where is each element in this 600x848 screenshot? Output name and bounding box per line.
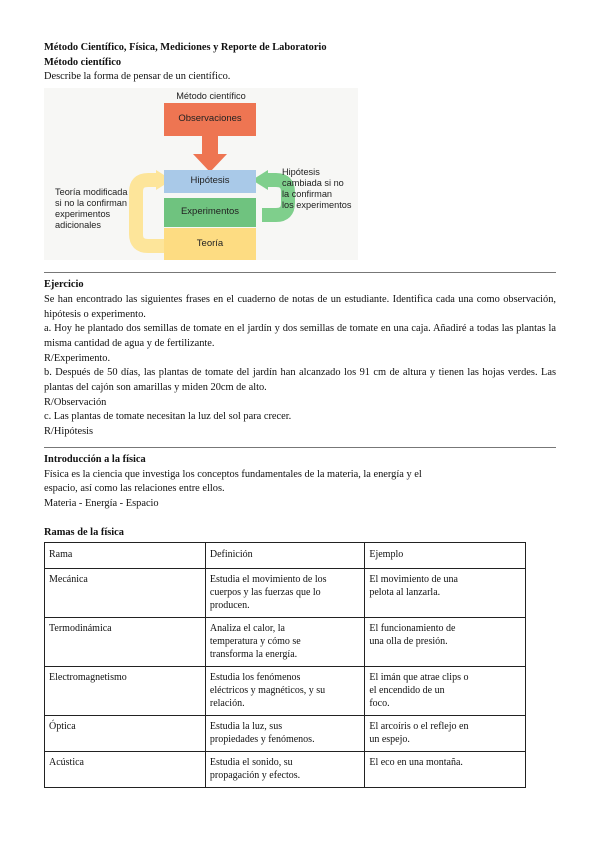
teoria-box: Teoría — [164, 228, 256, 260]
left-loop-arrow — [136, 180, 165, 246]
experimentos-box: Experimentos — [164, 198, 256, 227]
cell-line: transforma la energía. — [209, 649, 298, 661]
left-note-line: experimentos — [55, 209, 111, 220]
cell-line: El funcionamiento de — [369, 623, 456, 635]
cell-line: eléctricos y magnéticos, y su — [209, 685, 326, 697]
exercise-item-b: b. Después de 50 días, las plantas de tomate del jardín han alcanzado los 91 cm de altura y tienen las hojas verdes. Las plantas del cajón son amarillas y miden 20cm de alto. — [44, 367, 556, 394]
hipotesis-box: Hipótesis — [164, 170, 256, 193]
right-note-line: la confirman — [282, 189, 333, 200]
exercise-intro: Se han encontrado las siguientes frases en el cuaderno de notas de un estudiante. Identifica cada una como observación, hipótesis o experimento. — [44, 293, 556, 320]
section-title-metodo: Método científico — [44, 56, 122, 68]
divider — [44, 272, 556, 273]
intro-line: espacio, así como las relaciones entre ellos. — [44, 483, 225, 495]
cell-line: El movimiento de una — [369, 574, 458, 586]
table-cell-rama: Mecánica — [45, 569, 206, 618]
divider — [44, 447, 556, 448]
table-row — [45, 569, 526, 618]
exercise-item-a: a. Hoy he plantado dos semillas de tomate en el jardín y dos semillas de tomate en una caja. Añadiré a todas las plantas la misma cantidad de agua y de fertilizante. — [44, 323, 556, 349]
table-row — [45, 618, 526, 667]
table-cell-ejemplo — [365, 667, 526, 716]
exercise-answer-a: R/Experimento. — [44, 352, 111, 364]
cell-line: Estudia los fenómenos — [209, 672, 301, 684]
cell-line: Estudia el sonido, su — [209, 757, 293, 769]
branches-table — [44, 542, 526, 788]
cell-line: El eco en una montaña. — [369, 757, 463, 769]
table-cell-definicion — [205, 752, 364, 788]
table-header: Definición — [205, 543, 364, 569]
right-note-line: cambiada si no — [282, 178, 344, 189]
cell-line: un espejo. — [369, 734, 410, 746]
down-arrow-shaft — [202, 136, 218, 156]
table-row — [45, 752, 526, 788]
left-note — [55, 187, 128, 231]
cell-line: relación. — [209, 698, 245, 710]
table-cell-ejemplo — [365, 618, 526, 667]
table-cell-rama: Acústica — [45, 752, 206, 788]
intro-line: Física es la ciencia que investiga los conceptos fundamentales de la materia, la energía y el — [44, 468, 422, 480]
cell-line: temperatura y cómo se — [209, 636, 301, 648]
cell-line: el encendido de un — [369, 685, 445, 697]
section-title-ramas: Ramas de la física — [44, 526, 124, 538]
table-cell-rama: Termodinámica — [45, 618, 206, 667]
section-title-intro-fisica: Introducción a la física — [44, 453, 146, 465]
cell-line: cuerpos y las fuerzas que lo — [209, 587, 321, 599]
table-header: Rama — [45, 543, 206, 569]
table-cell-definicion — [205, 667, 364, 716]
table-cell-ejemplo — [365, 752, 526, 788]
exercise-answer-c: R/Hipótesis — [44, 426, 94, 438]
table-cell-rama: Óptica — [45, 716, 206, 752]
table-row — [45, 667, 526, 716]
cell-line: una olla de presión. — [369, 636, 448, 648]
section-title-ejercicio: Ejercicio — [44, 279, 84, 291]
scientific-method-diagram — [44, 88, 358, 260]
prompt-text: Describe la forma de pensar de un científico. — [44, 71, 231, 83]
table-header-row — [45, 543, 526, 569]
left-note-line: Teoría modificada — [55, 187, 128, 198]
right-note — [282, 167, 351, 211]
table-cell-definicion — [205, 618, 364, 667]
cell-line: Estudia el movimiento de los — [209, 574, 327, 586]
table-cell-definicion — [205, 569, 364, 618]
cell-line: El arcoíris o el reflejo en — [369, 721, 469, 733]
cell-line: Analiza el calor, la — [209, 623, 285, 635]
cell-line: propiedades y fenómenos. — [209, 734, 315, 746]
right-note-line: los experimentos — [282, 200, 352, 211]
table-header: Ejemplo — [365, 543, 526, 569]
exercise-item-c: c. Las plantas de tomate necesitan la luz del sol para crecer. — [44, 411, 292, 423]
right-note-line: Hipótesis — [282, 167, 320, 178]
table-cell-definicion — [205, 716, 364, 752]
left-note-line: si no la confirman — [55, 198, 128, 209]
document-title: Método Científico, Física, Mediciones y Reporte de Laboratorio — [44, 42, 327, 53]
cell-line: El imán que atrae clips o — [369, 672, 469, 684]
table-cell-rama: Electromagnetismo — [45, 667, 206, 716]
cell-line: pelota al lanzarla. — [369, 587, 441, 599]
observaciones-box: Observaciones — [164, 103, 256, 136]
cell-line: Estudia la luz, sus — [209, 721, 283, 733]
exercise-answer-b: R/Observación — [44, 396, 107, 408]
cell-line: foco. — [369, 698, 390, 710]
table-cell-ejemplo — [365, 716, 526, 752]
cell-line: producen. — [209, 600, 250, 612]
cell-line: propagación y efectos. — [209, 770, 301, 782]
table-cell-ejemplo — [365, 569, 526, 618]
intro-line: Materia - Energía - Espacio — [44, 497, 159, 509]
document-page — [44, 41, 556, 788]
table-row — [45, 716, 526, 752]
left-note-line: adicionales — [55, 220, 101, 231]
diagram-title: Método científico — [176, 91, 246, 102]
